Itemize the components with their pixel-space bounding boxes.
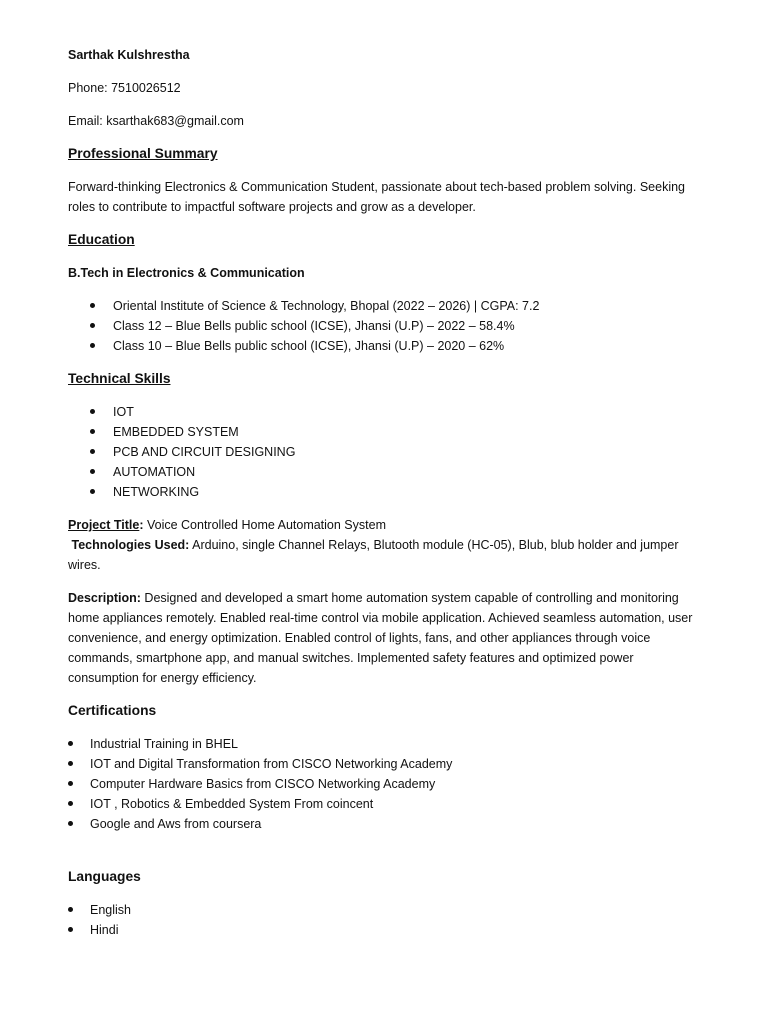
email-line: Email: ksarthak683@gmail.com xyxy=(68,114,244,128)
technologies-line xyxy=(68,535,698,575)
list-item: Computer Hardware Basics from CISCO Networking Academy xyxy=(68,774,698,794)
project-title-line xyxy=(68,515,698,535)
bullet-icon xyxy=(90,489,95,494)
bullet-icon xyxy=(68,907,73,912)
list-item: NETWORKING xyxy=(68,482,698,502)
list-item: Google and Aws from coursera xyxy=(68,814,698,834)
list-item: EMBEDDED SYSTEM xyxy=(68,422,698,442)
bullet-icon xyxy=(68,781,73,786)
list-item: Hindi xyxy=(68,920,698,940)
bullet-icon xyxy=(68,761,73,766)
section-spacer xyxy=(68,847,698,867)
project-title-value: Voice Controlled Home Automation System xyxy=(143,518,386,532)
list-item: Industrial Training in BHEL xyxy=(68,734,698,754)
description-label: Description: xyxy=(68,591,141,605)
bullet-icon xyxy=(68,821,73,826)
list-item: IOT and Digital Transformation from CISCO Networking Academy xyxy=(68,754,698,774)
project-description xyxy=(68,588,698,688)
project-title-colon: : xyxy=(139,518,144,532)
candidate-name: Sarthak Kulshrestha xyxy=(68,48,190,62)
list-item: PCB AND CIRCUIT DESIGNING xyxy=(68,442,698,462)
list-item: Class 12 – Blue Bells public school (ICSE), Jhansi (U.P) – 2022 – 58.4% xyxy=(68,316,698,336)
list-item: IOT , Robotics & Embedded System From coincent xyxy=(68,794,698,814)
list-item: English xyxy=(68,900,698,920)
certifications-heading: Certifications xyxy=(68,703,157,718)
education-heading: Education xyxy=(68,232,135,247)
bullet-icon xyxy=(90,303,95,308)
certifications-list xyxy=(68,734,698,834)
list-item: Class 10 – Blue Bells public school (ICSE), Jhansi (U.P) – 2020 – 62% xyxy=(68,336,698,356)
bullet-icon xyxy=(90,429,95,434)
bullet-icon xyxy=(68,741,73,746)
bullet-icon xyxy=(90,343,95,348)
languages-list xyxy=(68,900,698,940)
bullet-icon xyxy=(90,449,95,454)
technologies-value: Arduino, single Channel Relays, Blutooth module (HC-05), Blub, blub holder and jumper wires. xyxy=(68,538,679,572)
description-value: Designed and developed a smart home automation system capable of controlling and monitoring home appliances remotely. Enabled real-time control via mobile application. Achieved seamless automation, user convenience, and energy optimization. Enabled control of lights, fans, and other appliances through voice commands, smartphone app, and manual switches. Implemented safety features and optimized power consumption for energy efficiency. xyxy=(68,591,693,685)
list-item: AUTOMATION xyxy=(68,462,698,482)
technologies-label: Technologies Used: xyxy=(71,538,190,552)
phone-line: Phone: 7510026512 xyxy=(68,81,181,95)
skills-list xyxy=(68,402,698,502)
bullet-icon xyxy=(90,323,95,328)
project-title-label: Project Title xyxy=(68,518,140,532)
bullet-icon xyxy=(68,927,73,932)
bullet-icon xyxy=(68,801,73,806)
degree-title: B.Tech in Electronics & Communication xyxy=(68,266,305,280)
education-list xyxy=(68,296,698,356)
list-item: Oriental Institute of Science & Technology, Bhopal (2022 – 2026) | CGPA: 7.2 xyxy=(68,296,698,316)
bullet-icon xyxy=(90,469,95,474)
summary-text: Forward-thinking Electronics & Communication Student, passionate about tech-based problem solving. Seeking roles to contribute to impactful software projects and grow as a developer. xyxy=(68,180,685,214)
summary-heading: Professional Summary xyxy=(68,146,218,161)
skills-heading: Technical Skills xyxy=(68,371,171,386)
list-item: IOT xyxy=(68,402,698,422)
languages-heading: Languages xyxy=(68,869,141,884)
bullet-icon xyxy=(90,409,95,414)
